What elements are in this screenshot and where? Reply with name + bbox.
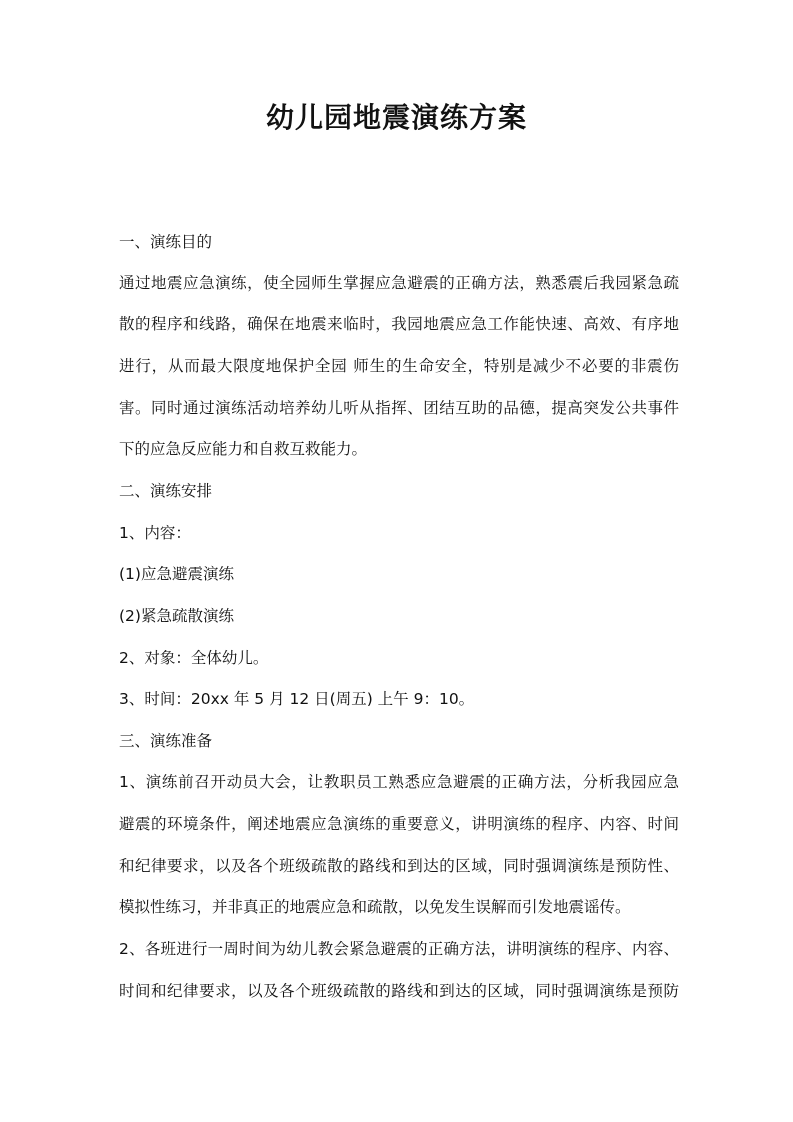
paragraph-line: 避震的环境条件，阐述地震应急演练的重要意义，讲明演练的程序、内容、时间 bbox=[119, 815, 679, 833]
list-item: 3、时间：20xx 年 5 月 12 日(周五) 上午 9：10。 bbox=[119, 690, 475, 708]
list-item: (2)紧急疏散演练 bbox=[119, 607, 234, 625]
paragraph-line: 2、各班进行一周时间为幼儿教会紧急避震的正确方法，讲明演练的程序、内容、 bbox=[119, 940, 679, 958]
paragraph-line: 散的程序和线路，确保在地震来临时，我园地震应急工作能快速、高效、有序地 bbox=[119, 315, 679, 333]
document-title: 幼儿园地震演练方案 bbox=[265, 101, 527, 134]
list-item: 1、内容： bbox=[119, 524, 191, 542]
paragraph-line: 和纪律要求，以及各个班级疏散的路线和到达的区域，同时强调演练是预防性、 bbox=[119, 857, 679, 875]
paragraph-line: 1、演练前召开动员大会，让教职员工熟悉应急避震的正确方法，分析我园应急 bbox=[119, 773, 679, 791]
section-heading-preparation: 三、演练准备 bbox=[119, 732, 213, 750]
paragraph-line: 下的应急反应能力和自救互救能力。 bbox=[119, 440, 368, 458]
paragraph-line: 害。同时通过演练活动培养幼儿听从指挥、团结互助的品德，提高突发公共事件 bbox=[119, 399, 679, 417]
section-heading-purpose: 一、演练目的 bbox=[119, 233, 213, 251]
section-heading-arrangement: 二、演练安排 bbox=[119, 482, 213, 500]
list-item: (1)应急避震演练 bbox=[119, 565, 234, 583]
list-item: 2、对象：全体幼儿。 bbox=[119, 649, 269, 667]
paragraph-line: 模拟性练习，并非真正的地震应急和疏散，以免发生误解而引发地震谣传。 bbox=[119, 898, 631, 916]
paragraph-line: 进行，从而最大限度地保护全园 师生的生命安全，特别是减少不必要的非震伤 bbox=[119, 357, 679, 375]
paragraph-line: 时间和纪律要求，以及各个班级疏散的路线和到达的区域，同时强调演练是预防 bbox=[119, 982, 679, 1000]
paragraph-line: 通过地震应急演练，使全园师生掌握应急避震的正确方法，熟悉震后我园紧急疏 bbox=[119, 274, 679, 292]
